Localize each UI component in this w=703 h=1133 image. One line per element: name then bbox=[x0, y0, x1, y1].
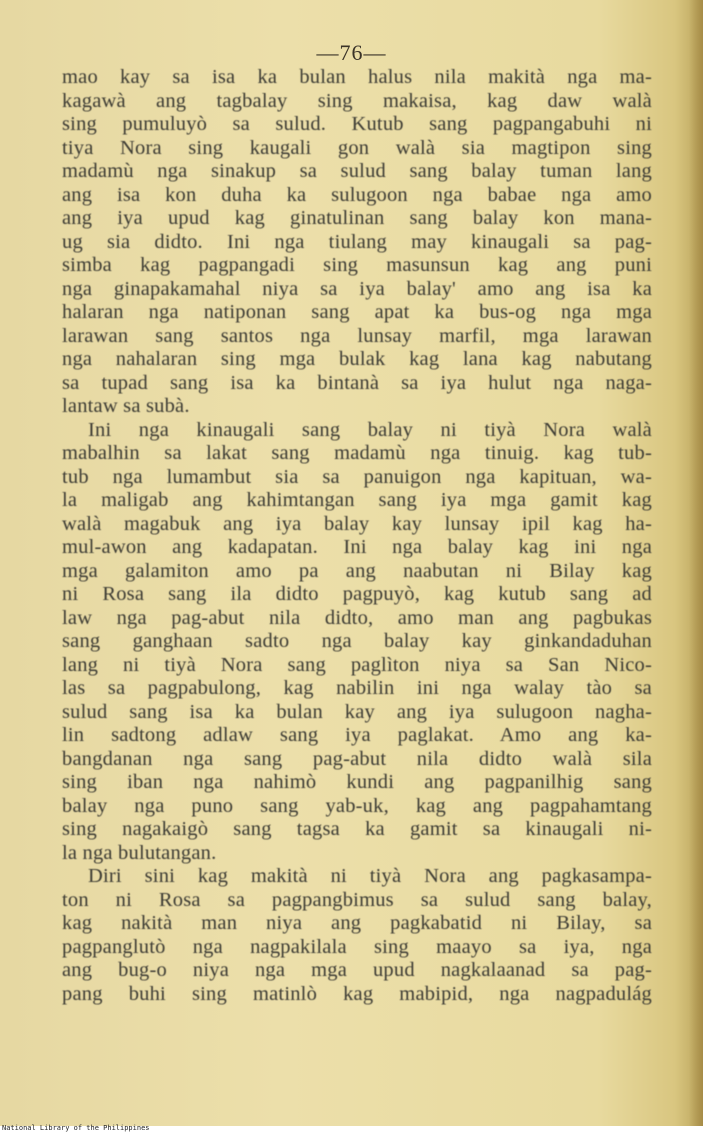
text-line: ug sia didto. Ini nga tiulang may kinaugali sa pag- bbox=[62, 230, 652, 253]
text-line: lantaw sa subà. bbox=[62, 395, 190, 417]
text-line: Ini nga kinaugali sang balay ni tiyà Nora walà bbox=[88, 418, 652, 441]
text-line: mul-awon ang kadapatan. Ini nga balay kag ini nga bbox=[62, 536, 652, 558]
text-line: tiya Nora sing kaugali gon walà sia magtipon sing bbox=[62, 136, 652, 159]
page-number: —76— bbox=[316, 40, 387, 65]
text-line: lang ni tiyà Nora sang paglìton niya sa San Nico- bbox=[62, 653, 652, 676]
text-line: sang ganghaan sadto nga balay kay ginkandaduhan bbox=[62, 630, 652, 652]
text-line: balay nga puno sang yab-uk, kag ang pagpahamtang bbox=[62, 794, 652, 817]
text-line: kag nakità man niya ang pagkabatid ni Bilay, sa bbox=[62, 912, 652, 934]
text-line: pagpanglutò nga nagpakilala sing maayo sa iya, nga bbox=[62, 935, 652, 958]
footer-credit: National Library of the Philippines bbox=[2, 1124, 150, 1132]
text-line: larawan sang santos nga lunsay marfil, mga larawan bbox=[62, 324, 652, 347]
text-line: sing pumuluyò sa sulud. Kutub sang pagpangabuhi ni bbox=[62, 113, 652, 135]
text-line: kagawà ang tagbalay sing makaisa, kag daw walà bbox=[62, 89, 652, 112]
text-line: walà magabuk ang iya balay kay lunsay ipil kag ha- bbox=[62, 512, 652, 535]
text-line: Diri sini kag makità ni tiyà Nora ang pagkasampa- bbox=[88, 865, 652, 887]
text-line: ang bug-o niya nga mga upud nagkalaanad sa pag- bbox=[62, 959, 652, 981]
text-line: ang isa kon duha ka sulugoon nga babae nga amo bbox=[62, 183, 652, 206]
text-line: mabalhin sa lakat sang madamù nga tinuig. kag tub- bbox=[62, 442, 652, 464]
body-text bbox=[62, 66, 652, 1006]
text-line: pang buhi sing matinlò kag mabipid, nga nagpadulág bbox=[62, 982, 652, 1005]
text-line: sa tupad sang isa ka bintanà sa iya hulut nga naga- bbox=[62, 371, 652, 394]
page-edge-shadow bbox=[689, 0, 703, 1126]
text-line: sulud sang isa ka bulan kay ang iya sulugoon nagha- bbox=[62, 700, 652, 723]
text-line: ton ni Rosa sa pagpangbimus sa sulud sang balay, bbox=[62, 888, 652, 911]
text-line: sing iban nga nahimò kundi ang pagpanilhig sang bbox=[62, 771, 652, 793]
text-line: nga ginapakamahal niya sa iya balay' amo ang isa ka bbox=[62, 277, 652, 300]
text-line: ni Rosa sang ila didto pagpuyò, kag kutub sang ad bbox=[62, 583, 652, 605]
text-line: la nga bulutangan. bbox=[62, 841, 217, 864]
text-line: madamù nga sinakup sa sulud sang balay tuman lang bbox=[62, 160, 652, 182]
text-line: nga nahalaran sing mga bulak kag lana kag nabutang bbox=[62, 348, 652, 370]
text-line: ang iya upud kag ginatulinan sang balay kon mana- bbox=[62, 207, 652, 229]
text-line: lin sadtong adlaw sang iya paglakat. Amo ang ka- bbox=[62, 724, 652, 746]
text-line: mga galamiton amo pa ang naabutan ni Bilay kag bbox=[62, 559, 652, 582]
text-line: las sa pagpabulong, kag nabilin ini nga walay tào sa bbox=[62, 677, 652, 699]
text-line: simba kag pagpangadi sing masunsun kag ang puni bbox=[62, 254, 652, 276]
text-line: halaran nga natiponan sang apat ka bus-og nga mga bbox=[62, 301, 652, 323]
text-line: la maligab ang kahimtangan sang iya mga gamit kag bbox=[62, 489, 652, 511]
text-line: mao kay sa isa ka bulan halus nila makità nga ma- bbox=[62, 66, 652, 88]
text-line: bangdanan nga sang pag-abut nila didto walà sila bbox=[62, 747, 652, 770]
text-line: law nga pag-abut nila didto, amo man ang pagbukas bbox=[62, 606, 652, 629]
text-line: sing nagakaigò sang tagsa ka gamit sa kinaugali ni- bbox=[62, 818, 652, 840]
text-line: tub nga lumambut sia sa panuigon nga kapituan, wa- bbox=[62, 465, 652, 488]
